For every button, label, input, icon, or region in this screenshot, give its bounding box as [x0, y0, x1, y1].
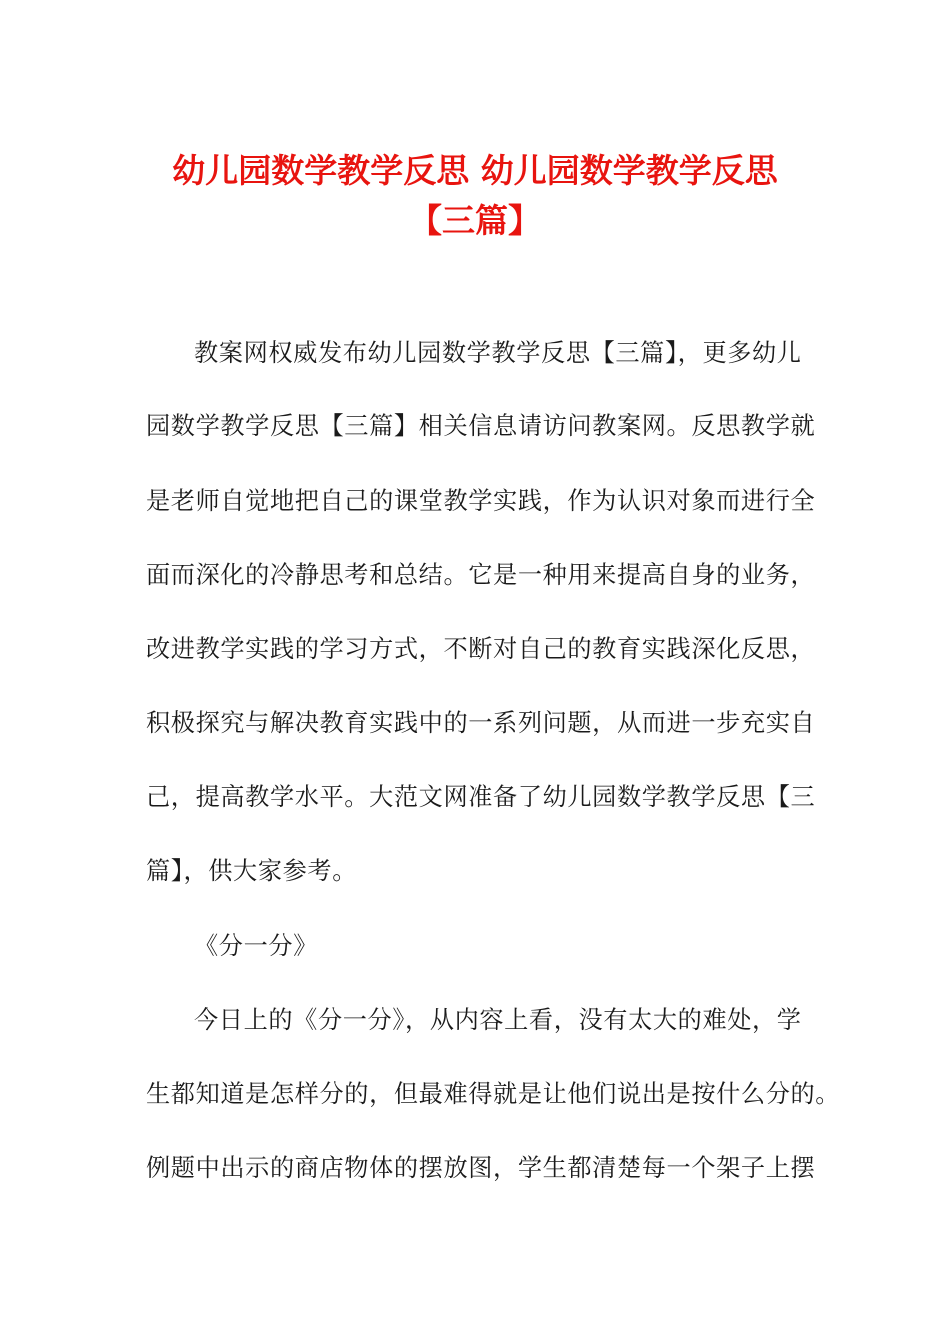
paragraph-line: 积极探究与解决教育实践中的一系列问题，从而进一步充实自 — [146, 709, 816, 737]
paragraph-line: 改进教学实践的学习方式，不断对自己的教育实践深化反思， — [146, 635, 816, 663]
paragraph-line: 己，提高教学水平。大范文网准备了幼儿园数学教学反思【三 — [146, 783, 816, 811]
paragraph-line: 例题中出示的商店物体的摆放图，学生都清楚每一个架子上摆 — [146, 1154, 816, 1182]
paragraph-line: 是老师自觉地把自己的课堂教学实践，作为认识对象而进行全 — [146, 487, 816, 515]
paragraph-line: 生都知道是怎样分的，但最难得就是让他们说出是按什么分的。 — [146, 1080, 841, 1108]
paragraph-line: 教案网权威发布幼儿园数学教学反思【三篇】，更多幼儿 — [194, 339, 802, 367]
document-title-line-2: 【三篇】 — [409, 201, 541, 240]
paragraph-line: 园数学教学反思【三篇】相关信息请访问教案网。反思教学就 — [146, 412, 816, 440]
paragraph-line: 今日上的《分一分》，从内容上看，没有太大的难处，学 — [194, 1006, 802, 1034]
paragraph-line: 篇】，供大家参考。 — [146, 857, 357, 885]
paragraph-line: 面而深化的冷静思考和总结。它是一种用来提高自身的业务， — [146, 561, 816, 589]
document-title-line-1: 幼儿园数学教学反思 幼儿园数学教学反思 — [172, 151, 778, 190]
section-heading: 《分一分》 — [194, 932, 318, 960]
